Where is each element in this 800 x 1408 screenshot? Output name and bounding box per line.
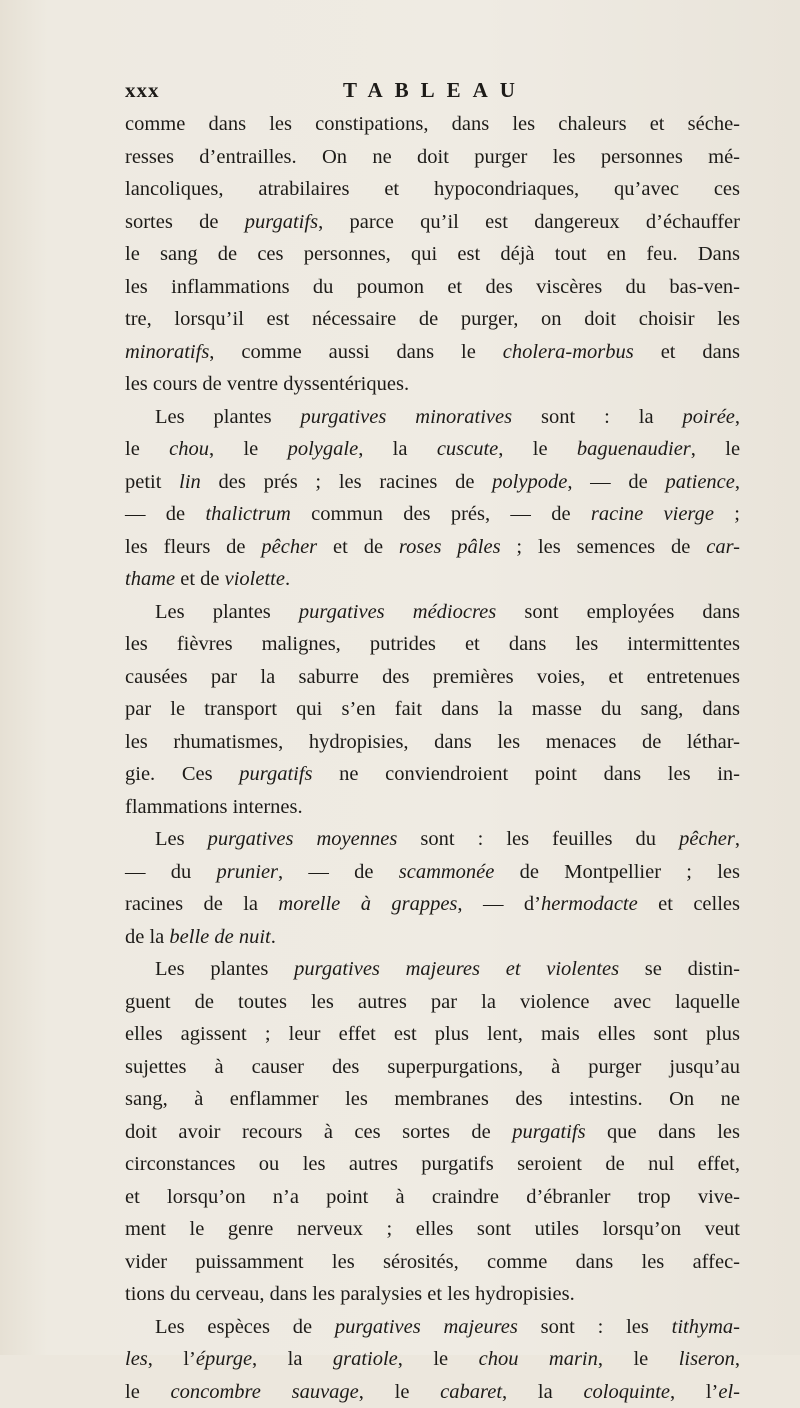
text-line: guent de toutes les autres par la violence avec laquelle (125, 986, 740, 1019)
text-line: — de thalictrum commun des prés, — de racine vierge ; (125, 498, 740, 531)
text-line: minoratifs, comme aussi dans le cholera-morbus et dans (125, 336, 740, 369)
text-line: comme dans les constipations, dans les chaleurs et séche- (125, 108, 740, 141)
page-header (125, 78, 737, 108)
text-line: le sang de ces personnes, qui est déjà tout en feu. Dans (125, 238, 740, 271)
text-line: les fièvres malignes, putrides et dans les intermittentes (125, 628, 740, 661)
text-line: Les plantes purgatives majeures et violentes se distin- (125, 953, 740, 986)
text-line: thame et de violette. (125, 563, 740, 596)
text-line: doit avoir recours à ces sortes de purgatifs que dans les (125, 1116, 740, 1149)
text-line: par le transport qui s’en fait dans la masse du sang, dans (125, 693, 740, 726)
text-line: les cours de ventre dyssentériques. (125, 368, 740, 401)
text-line: gie. Ces purgatifs ne conviendroient point dans les in- (125, 758, 740, 791)
text-line: racines de la morelle à grappes, — d’hermodacte et celles (125, 888, 740, 921)
text-line: petit lin des prés ; les racines de polypode, — de patience, (125, 466, 740, 499)
text-line: resses d’entrailles. On ne doit purger les personnes mé- (125, 141, 740, 174)
text-line: Les plantes purgatives médiocres sont employées dans (125, 596, 740, 629)
text-line: Les plantes purgatives minoratives sont : la poirée, (125, 401, 740, 434)
text-line: les, l’épurge, la gratiole, le chou marin, le liseron, (125, 1343, 740, 1376)
text-line: — du prunier, — de scammonée de Montpellier ; les (125, 856, 740, 889)
text-line: tions du cerveau, dans les paralysies et les hydropisies. (125, 1278, 740, 1311)
text-line: Les espèces de purgatives majeures sont : les tithyma- (125, 1311, 740, 1344)
body-text (125, 108, 740, 1408)
text-line: ment le genre nerveux ; elles sont utiles lorsqu’on veut (125, 1213, 740, 1246)
text-line: tre, lorsqu’il est nécessaire de purger, on doit choisir les (125, 303, 740, 336)
text-line: vider puissamment les sérosités, comme dans les affec- (125, 1246, 740, 1279)
text-line: elles agissent ; leur effet est plus lent, mais elles sont plus (125, 1018, 740, 1051)
text-line: de la belle de nuit. (125, 921, 740, 954)
text-line: les rhumatismes, hydropisies, dans les menaces de léthar- (125, 726, 740, 759)
text-line: sujettes à causer des superpurgations, à purger jusqu’au (125, 1051, 740, 1084)
text-line: sang, à enflammer les membranes des intestins. On ne (125, 1083, 740, 1116)
page-number: xxx (125, 78, 160, 103)
text-line: sortes de purgatifs, parce qu’il est dangereux d’échauffer (125, 206, 740, 239)
text-line: le concombre sauvage, le cabaret, la coloquinte, l’el- (125, 1376, 740, 1408)
text-line: circonstances ou les autres purgatifs seroient de nul effet, (125, 1148, 740, 1181)
text-line: les inflammations du poumon et des viscères du bas-ven- (125, 271, 740, 304)
text-line: et lorsqu’on n’a point à craindre d’ébranler trop vive- (125, 1181, 740, 1214)
running-title: TABLEAU (343, 78, 527, 103)
text-line: lancoliques, atrabilaires et hypocondriaques, qu’avec ces (125, 173, 740, 206)
text-line: le chou, le polygale, la cuscute, le baguenaudier, le (125, 433, 740, 466)
text-line: les fleurs de pêcher et de roses pâles ; les semences de car- (125, 531, 740, 564)
text-line: Les purgatives moyennes sont : les feuilles du pêcher, (125, 823, 740, 856)
text-line: flammations internes. (125, 791, 740, 824)
text-line: causées par la saburre des premières voies, et entretenues (125, 661, 740, 694)
